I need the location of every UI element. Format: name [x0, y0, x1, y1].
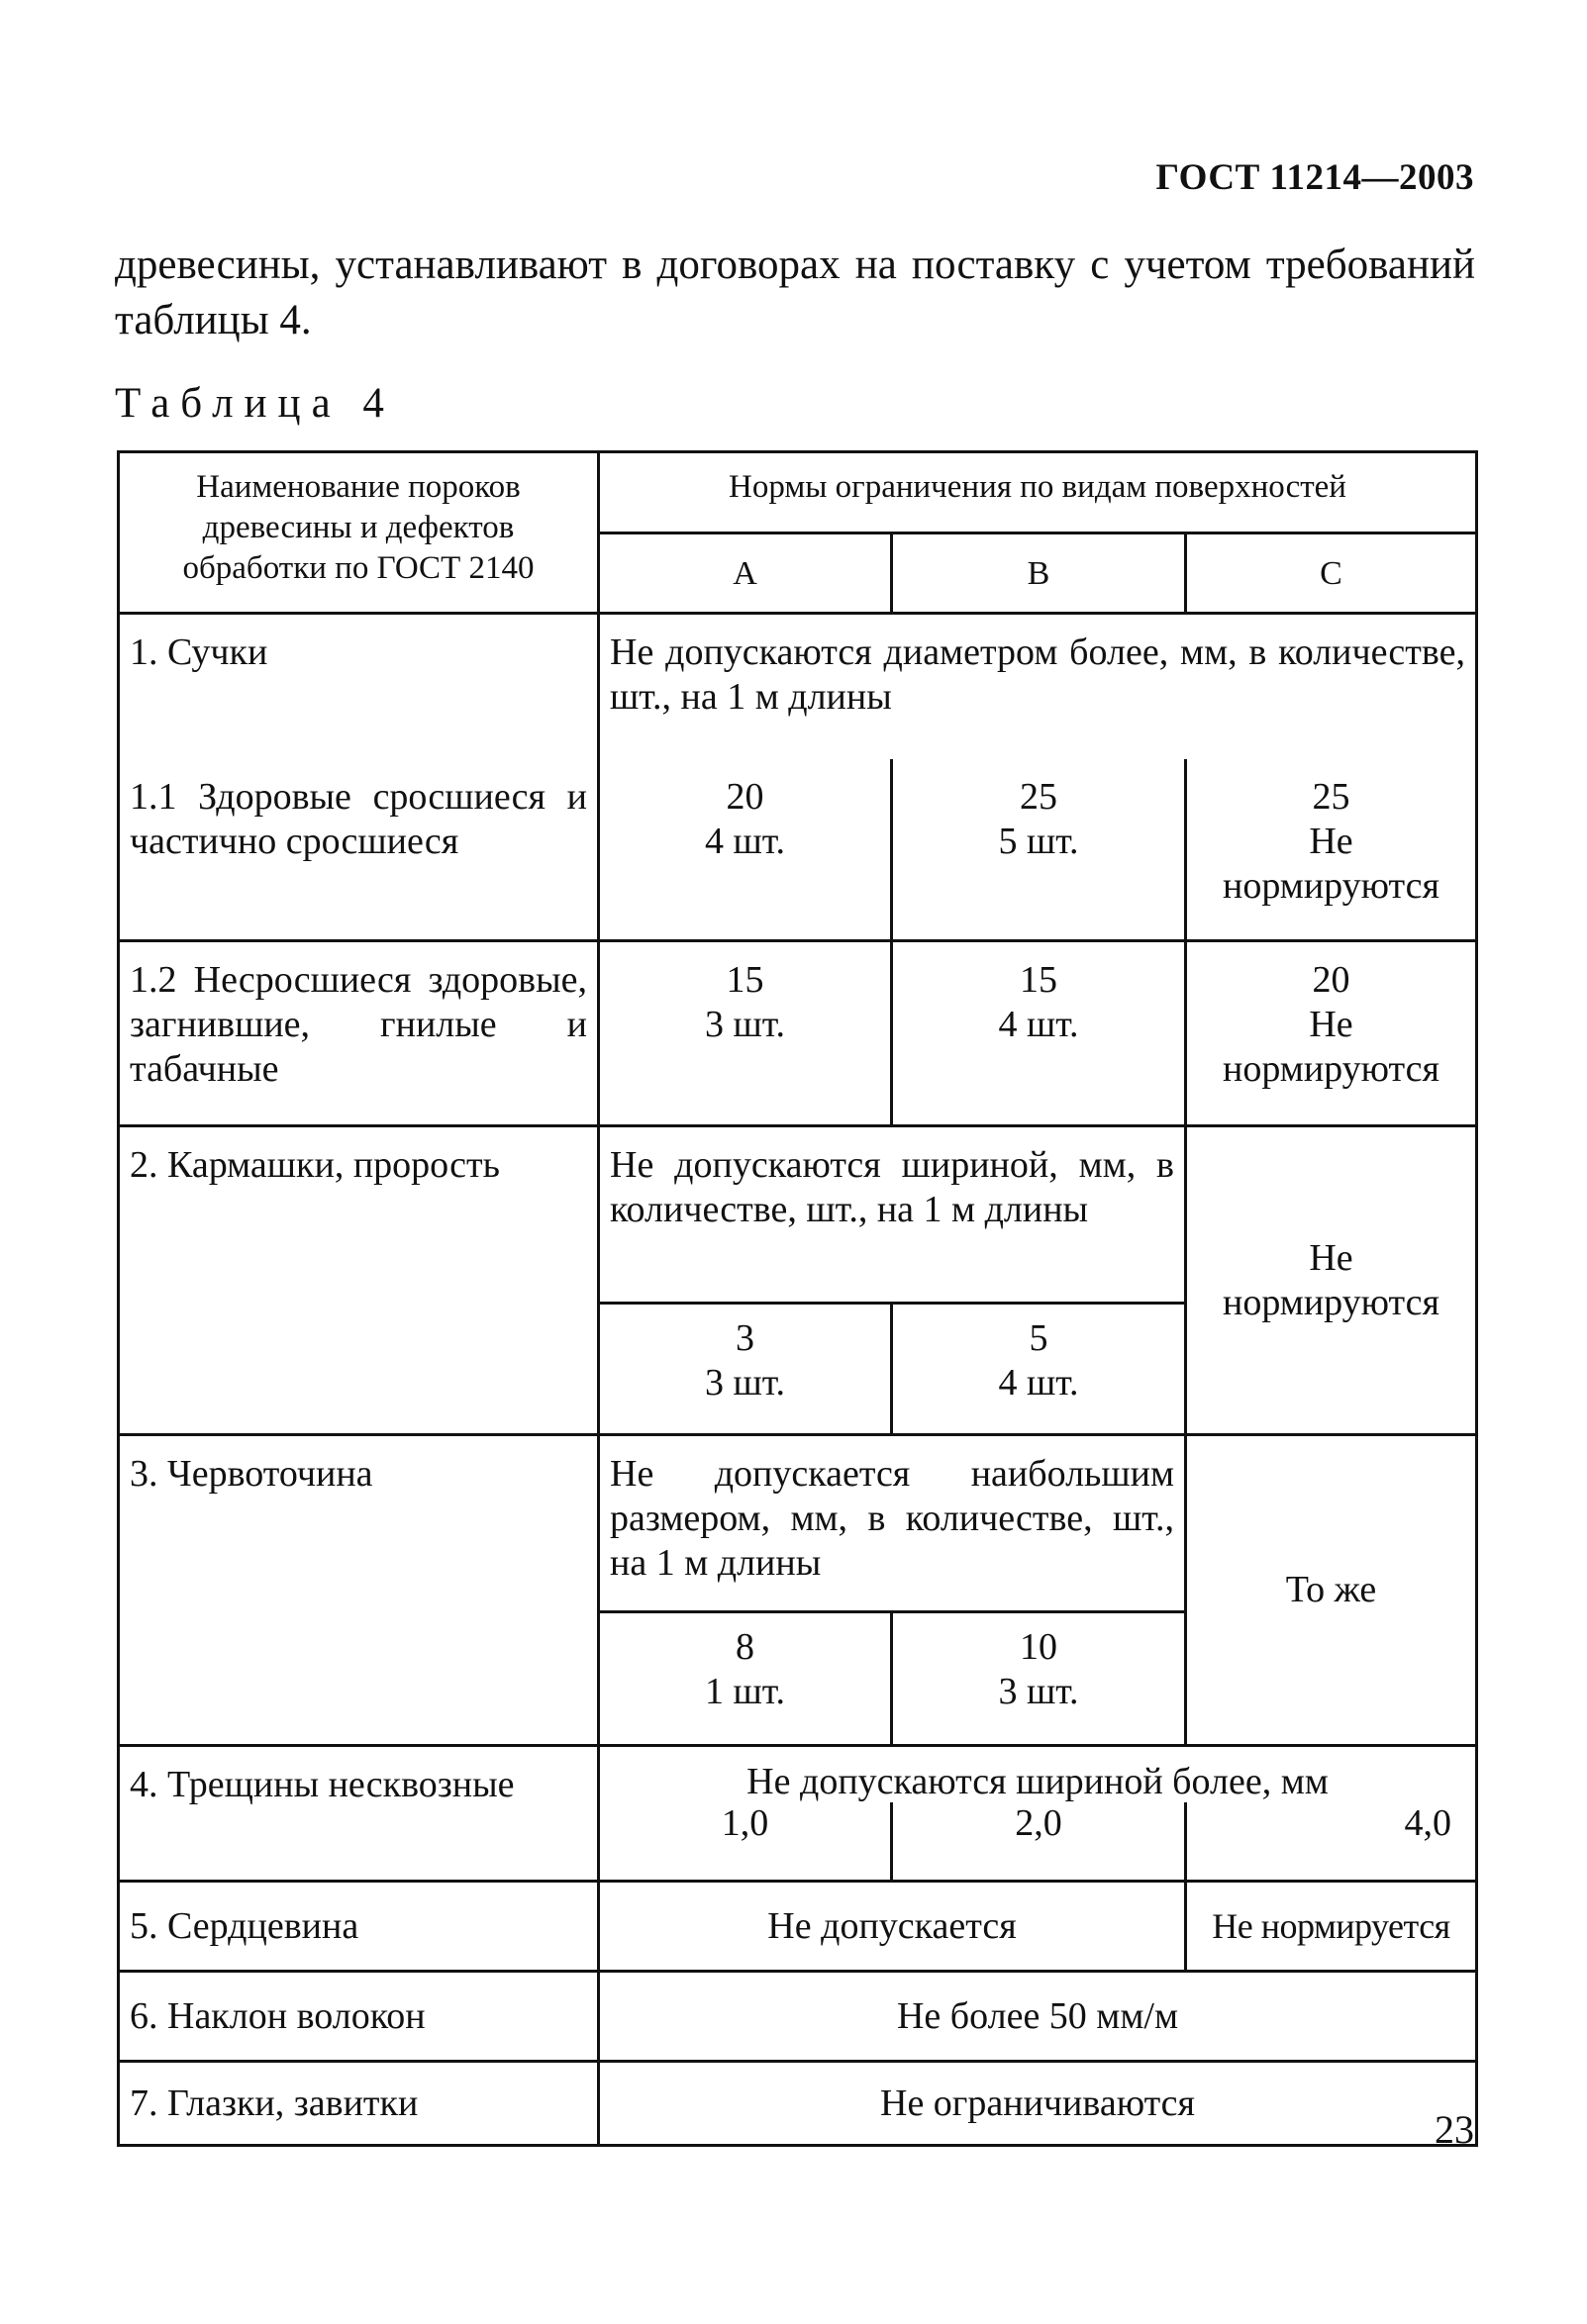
cell-wormholes-a — [599, 1612, 892, 1746]
table-row-pockets — [119, 1126, 1477, 1304]
count: 4 шт. — [704, 821, 785, 862]
row-name-knots-sound: 1.1 Здоровые сросшиеся и частично сросшиеся — [119, 759, 599, 941]
header-col-a: А — [599, 533, 892, 614]
count: 3 шт. — [704, 1362, 785, 1404]
table-header-row — [119, 452, 1477, 533]
row-name-wormholes: 3. Червоточина — [119, 1435, 599, 1746]
header-col-c: С — [1186, 533, 1477, 614]
cell-grain-slope: Не более 50 мм/м — [599, 1972, 1477, 2062]
table-row-pith — [119, 1882, 1477, 1972]
value: 8 — [736, 1626, 754, 1668]
table-row-knots — [119, 614, 1477, 760]
value: 20 — [726, 776, 764, 818]
cell-pockets-c: Не нормируются — [1186, 1126, 1477, 1435]
table-row-eyes — [119, 2062, 1477, 2146]
table-row-grain-slope — [119, 1972, 1477, 2062]
row-pockets-norm: Не допускаются шириной, мм, в количестве, шт., на 1 м длины — [599, 1126, 1186, 1304]
row-name-pith: 5. Сердцевина — [119, 1882, 599, 1972]
value: 15 — [726, 959, 764, 1001]
row-cracks-norm: Не допускаются шириной более, мм — [599, 1746, 1477, 1803]
count: 3 шт. — [704, 1004, 785, 1045]
count: 4 шт. — [998, 1362, 1079, 1404]
cell-pith-c: Не нормируется — [1186, 1882, 1477, 1972]
row-name-knots: 1. Сучки — [119, 614, 599, 760]
header-norms: Нормы ограничения по видам поверхностей — [599, 452, 1477, 533]
cell-knots-sound-c — [1186, 759, 1477, 941]
value: 15 — [1020, 959, 1057, 1001]
value: 25 — [1312, 776, 1350, 818]
cell-knots-unsound-a — [599, 941, 892, 1126]
value: 20 — [1312, 959, 1350, 1001]
count: Не нормируются — [1223, 821, 1439, 907]
row-knots-norm: Не допускаются диаметром более, мм, в количестве, шт., на 1 м длины — [599, 614, 1477, 760]
cell-knots-unsound-b — [892, 941, 1186, 1126]
table-row-wormholes — [119, 1435, 1477, 1612]
cell-wormholes-b — [892, 1612, 1186, 1746]
cell-knots-sound-b — [892, 759, 1186, 941]
row-name-cracks: 4. Трещины несквозные — [119, 1746, 599, 1882]
cell-wormholes-c: То же — [1186, 1435, 1477, 1746]
cell-cracks-a: 1,0 — [599, 1802, 892, 1882]
cell-pockets-b — [892, 1304, 1186, 1435]
defects-table — [117, 450, 1478, 2147]
table-row-knots-sound — [119, 759, 1477, 941]
row-name-knots-unsound: 1.2 Несросшиеся здоровые, загнившие, гнилые и табачные — [119, 941, 599, 1126]
table-caption: Таблица 4 — [115, 380, 395, 427]
header-defect-name: Наименование пороков древесины и дефектов обработки по ГОСТ 2140 — [119, 452, 599, 614]
header-col-b: В — [892, 533, 1186, 614]
cell-eyes: Не ограничиваются — [599, 2062, 1477, 2146]
row-name-eyes: 7. Глазки, завитки — [119, 2062, 599, 2146]
row-name-pockets: 2. Кармашки, прорость — [119, 1126, 599, 1435]
cell-knots-unsound-c — [1186, 941, 1477, 1126]
count: 3 шт. — [998, 1671, 1079, 1712]
count: 4 шт. — [998, 1004, 1079, 1045]
cell-cracks-c: 4,0 — [1186, 1802, 1477, 1882]
document-code: ГОСТ 11214—2003 — [1155, 157, 1474, 198]
row-wormholes-norm: Не допускается наибольшим размером, мм, в количестве, шт., на 1 м длины — [599, 1435, 1186, 1612]
intro-paragraph: древесины, устанавливают в договорах на поставку с учетом требований таблицы 4. — [115, 242, 1475, 343]
table-row-knots-unsound — [119, 941, 1477, 1126]
row-name-grain-slope: 6. Наклон волокон — [119, 1972, 599, 2062]
cell-cracks-b: 2,0 — [892, 1802, 1186, 1882]
cell-pith-ab: Не допускается — [599, 1882, 1186, 1972]
count: 5 шт. — [998, 821, 1079, 862]
value: 25 — [1020, 776, 1057, 818]
count: 1 шт. — [704, 1671, 785, 1712]
table-row-cracks — [119, 1746, 1477, 1803]
cell-pockets-a — [599, 1304, 892, 1435]
count: Не нормируются — [1223, 1004, 1439, 1090]
value: 10 — [1020, 1626, 1057, 1668]
value: 3 — [736, 1317, 754, 1359]
page-number: 23 — [1435, 2107, 1474, 2152]
value: 5 — [1029, 1317, 1048, 1359]
cell-knots-sound-a — [599, 759, 892, 941]
